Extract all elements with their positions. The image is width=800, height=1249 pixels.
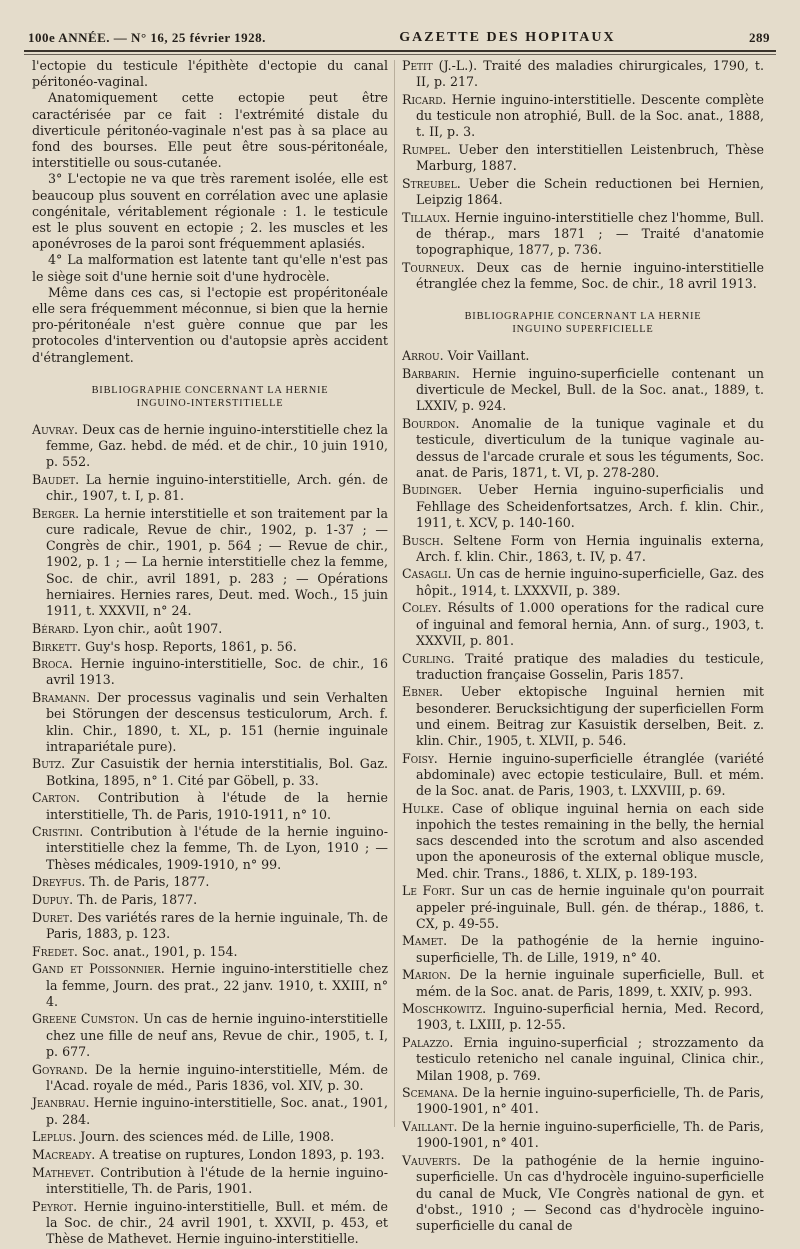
bibliography-entry [402, 801, 764, 882]
bibliography-entry [402, 416, 764, 481]
entry-author: Greene Cumston. [32, 1011, 139, 1027]
entry-author: Barbarin. [402, 366, 460, 382]
bibliography-entry [402, 348, 764, 364]
entry-author: Leplus. [32, 1129, 77, 1145]
page-number: 289 [749, 30, 770, 45]
entry-text: De la hernie inguino-interstitielle, Mém. de l'Acad. royale de méd., Paris 1836, vol. XIV, p. 30. [46, 1061, 388, 1093]
header-rule-thin [24, 54, 776, 55]
bibliography-entry [32, 944, 388, 960]
entry-author: Le Fort. [402, 883, 456, 899]
entry-author: Peyrot. [32, 1198, 78, 1214]
bibliography-entry [32, 824, 388, 873]
right-column [402, 58, 764, 1236]
entry-author: Dreyfus. [32, 874, 86, 890]
bibliography-entry [402, 933, 764, 965]
entry-author: Auvray. [32, 421, 79, 437]
entry-author: Ricard. [402, 91, 447, 107]
paragraph: Anatomiquement cette ectopie peut être caractérisée par ce fait : l'extrémité distale du diverticule péritonéo-vaginale n'est pas à sa place au fond des bourses. Elle peut être sous-péritonéale, interstitielle ou sous-cutanée. [32, 90, 388, 171]
bibliography-entry [402, 142, 764, 174]
entry-text: Sur un cas de hernie inguinale qu'on pourrait appeler pré-inguinale, Bull. gén. de thérap., 1886, t. CX, p. 49-55. [416, 883, 764, 931]
entry-text: Hernie inguino-interstitielle chez l'homme, Bull. de thérap., mars 1871 ; — Traité d'anatomie topographique, 1877, p. 736. [416, 209, 764, 258]
entry-text: Case of oblique inguinal hernia on each side inpohich the testes remaining in the belly, the hernial sacs descended into the scrotum and also ascended upon the aponeurosis of the external oblique muscle, Med. chir. Trans., 1886, t. XLIX, p. 189-193. [416, 800, 764, 881]
entry-text: Contribution à l'étude de la hernie inguino-interstitielle chez la femme, Th. de Lyon, 1910 ; — Thèses médicales, 1909-1910, n° 99. [46, 824, 388, 872]
section-title-line: BIBLIOGRAPHIE CONCERNANT LA HERNIE [464, 311, 702, 323]
entry-author: Cristini. [32, 824, 84, 840]
entry-text: Hernie inguino-interstitielle. Descente complète du testicule non atrophié, Bull. de la Soc. anat., 1888, t. II, p. 3. [416, 91, 764, 140]
bibliography-entry [402, 1001, 764, 1033]
bibliography-entry [32, 690, 388, 755]
entry-author: Rumpel. [402, 142, 451, 158]
entry-author: Casagli. [402, 566, 452, 582]
section-title-line: INGUINO-INTERSTITIELLE [136, 397, 284, 409]
header-rule [24, 50, 776, 52]
bibliography-entry [32, 656, 388, 688]
entry-author: Moschkowitz. [402, 1001, 487, 1017]
bibliography-entry [32, 1199, 388, 1248]
entry-author: Bérard. [32, 620, 80, 636]
bibliography-entry [402, 210, 764, 259]
entry-text: Inguino-superficial hernia, Med. Record, 1903, t. LXIII, p. 12-55. [416, 1001, 764, 1033]
bibliography-entry [32, 506, 388, 619]
entry-text: Contribution à l'étude de la hernie interstitielle, Th. de Paris, 1910-1911, n° 10. [46, 790, 388, 822]
entry-author: Birkett. [32, 638, 82, 654]
entry-text: Ueber die Schein reductionen bei Hernien, Leipzig 1864. [416, 175, 764, 208]
header-issue: 100e ANNÉE. — N° 16, 25 février 1928. [28, 30, 266, 45]
bibliography-list [32, 422, 388, 1247]
entry-text: Journ. des sciences méd. de Lille, 1908. [80, 1129, 335, 1145]
paragraph: 4° La malformation est latente tant qu'elle n'est pas le siège soit d'une hernie soit d'une hydrocèle. [32, 252, 388, 284]
entry-text: Ueber ektopische Inguinal hernien mit besonderer. Berucksichtigung der superficiellen Form und einem. Beitrag zur Kasuistik derselben, Beit. z. klin. Chir., 1905, t. XLVII, p. 546. [416, 684, 764, 749]
bibliography-entry [32, 621, 388, 637]
entry-author: Butz. [32, 756, 66, 772]
bibliography-entry [402, 92, 764, 141]
bibliography-entry [402, 684, 764, 749]
entry-text: Der processus vaginalis und sein Verhalten bei Störungen der descensus testiculorum, Arch. f. klin. Chir., 1890, t. XL, p. 151 (hernie inguinale intrapariétale pure). [46, 690, 388, 754]
entry-author: Bourdon. [402, 416, 460, 432]
entry-author: Petit (J.-L.). [402, 58, 478, 73]
paragraph: Même dans ces cas, si l'ectopie est propéritonéale elle sera fréquemment méconnue, si bien que la hernie pro-péritonéale n'est guère connue que par les protocoles d'intervention ou d'autopsie après accident d'étranglement. [32, 284, 388, 365]
entry-text: Seltene Form von Hernia inguinalis externa, Arch. f. klin. Chir., 1863, t. IV, p. 47. [416, 532, 764, 564]
entry-text: Hernie inguino-interstitielle, Soc. anat., 1901, p. 284. [46, 1095, 388, 1127]
entry-text: Zur Casuistik der hernia interstitialis, Bol. Gaz. Botkina, 1895, n° 1. Cité par Göbell, p. 33. [46, 756, 388, 788]
entry-author: Ebner. [402, 684, 444, 700]
column-divider [394, 60, 395, 1127]
bibliography-entry [32, 1147, 388, 1163]
entry-author: Baudet. [32, 471, 80, 487]
entry-author: Broca. [32, 656, 73, 672]
section-title [402, 310, 764, 336]
journal-title: GAZETTE DES HOPITAUX [399, 30, 616, 45]
entry-text: Deux cas de hernie inguino-interstitielle étranglée chez la femme, Soc. de chir., 18 avril 1913. [416, 259, 764, 292]
bibliography-entry [32, 892, 388, 908]
bibliography-entry [32, 639, 388, 655]
entry-author: Mathevet. [32, 1164, 95, 1180]
section-title-line: INGUINO SUPERFICIELLE [512, 324, 654, 336]
bibliography-entry [32, 1062, 388, 1094]
bibliography-entry [402, 533, 764, 565]
entry-author: Berger. [32, 505, 80, 521]
entry-text: Un cas de hernie inguino-superficielle, Gaz. des hôpit., 1914, t. LXXXVII, p. 389. [416, 566, 764, 598]
entry-author: Curling. [402, 650, 455, 666]
entry-author: Duret. [32, 909, 74, 925]
entry-text: Voir Vaillant. [447, 348, 530, 364]
bibliography-entry [402, 482, 764, 531]
bibliography-entry [32, 961, 388, 1010]
entry-text: Contribution à l'étude de la hernie inguino-interstitielle, Th. de Paris, 1901. [46, 1164, 388, 1196]
entry-text: Ueber den interstitiellen Leistenbruch, Thèse Marburg, 1887. [416, 142, 764, 174]
bibliography-entry [32, 756, 388, 788]
entry-text: Hernie inguino-interstitielle chez la femme, Journ. des prat., 22 janv. 1910, t. XXIII, n° 4. [46, 961, 388, 1009]
bibliography-list [402, 58, 764, 292]
bibliography-entry [32, 874, 388, 890]
entry-text: Lyon chir., août 1907. [83, 620, 223, 636]
entry-author: Busch. [402, 532, 444, 548]
entry-text: Th. de Paris, 1877. [89, 874, 210, 890]
entry-text: A treatise on ruptures, London 1893, p. 193. [99, 1147, 385, 1163]
bibliography-entry [402, 566, 764, 598]
entry-author: Foisy. [402, 750, 438, 766]
entry-text: De la hernie inguinale superficielle, Bull. et mém. de la Soc. anat. de Paris, 1899, t. XXIV, p. 993. [416, 967, 764, 999]
bibliography-entry [402, 651, 764, 683]
entry-text: De la pathogénie de la hernie inguino-superficielle, Th. de Lille, 1919, n° 40. [416, 933, 764, 965]
entry-author: Goyrand. [32, 1061, 88, 1077]
entry-author: Tourneux. [402, 259, 465, 275]
entry-text: Soc. anat., 1901, p. 154. [81, 943, 238, 959]
entry-author: Macready. [32, 1147, 96, 1163]
bibliography-entry [32, 1011, 388, 1060]
entry-author: Palazzo. [402, 1035, 454, 1051]
entry-author: Mamet. [402, 933, 448, 949]
left-column [32, 58, 388, 1249]
bibliography-entry [402, 1085, 764, 1117]
entry-text: Des variétés rares de la hernie inguinale, Th. de Paris, 1883, p. 123. [46, 909, 388, 941]
entry-text: Th. de Paris, 1877. [77, 892, 198, 908]
entry-author: Fredet. [32, 943, 78, 959]
entry-author: Vauverts. [402, 1153, 462, 1169]
bibliography-list [402, 348, 764, 1234]
entry-author: Budinger. [402, 482, 463, 498]
paragraph: 3° L'ectopie ne va que très rarement isolée, elle est beaucoup plus souvent en corrélation avec une aplasie congénitale, véritablement régionale : 1. le testicule est le plus souvent en ectopie ; 2. les muscles et les aponévroses de la paroi sont fréquemment aplasiés. [32, 171, 388, 252]
entry-author: Coley. [402, 600, 442, 616]
entry-text: Hernie inguino-interstitielle, Soc. de chir., 16 avril 1913. [46, 656, 388, 688]
section-title-line: BIBLIOGRAPHIE CONCERNANT LA HERNIE [91, 384, 329, 396]
entry-text: Hernie inguino-superficielle étranglée (variété abdominale) avec ectopie testiculaire, Bull. et mém. de la Soc. anat. de Paris, 1903, t. LXXVIII, p. 69. [416, 750, 764, 799]
bibliography-entry [32, 790, 388, 822]
bibliography-entry [402, 600, 764, 649]
entry-text: De la hernie inguino-superficielle, Th. de Paris, 1900-1901, n° 401. [416, 1119, 764, 1151]
bibliography-entry [402, 366, 764, 415]
entry-author: Scemana. [402, 1085, 459, 1101]
page-header [28, 12, 770, 46]
entry-text: La hernie inguino-interstitielle, Arch. gén. de chir., 1907, t. I, p. 81. [46, 471, 388, 504]
entry-author: Marion. [402, 967, 451, 983]
bibliography-entry [402, 751, 764, 800]
bibliography-entry [402, 1153, 764, 1234]
entry-author: Tillaux. [402, 209, 451, 225]
entry-text: Ernia inguino-superficial ; strozzamento da testiculo retenicho nel canale inguinal, Clinica chir., Milan 1908, p. 769. [416, 1035, 764, 1083]
bibliography-entry [402, 176, 764, 208]
entry-author: Carton. [32, 790, 81, 806]
entry-text: Guy's hosp. Reports, 1861, p. 56. [85, 638, 297, 654]
entry-text: Ueber Hernia inguino-superficialis und Fehllage des Scheidenfortsatzes, Arch. f. klin. Chir., 1911, t. XCV, p. 140-160. [416, 482, 764, 530]
bibliography-entry [402, 1035, 764, 1084]
entry-text: Hernie inguino-interstitielle, Bull. et mém. de la Soc. de chir., 24 avril 1901, t. XXVII, p. 453, et Thèse de Mathevet. Hernie inguino-interstitielle. [46, 1198, 388, 1247]
entry-text: Deux cas de hernie inguino-interstitielle chez la femme, Gaz. hebd. de méd. et de chir., 10 juin 1910, p. 552. [46, 421, 388, 470]
bibliography-entry [402, 967, 764, 999]
entry-text: Résults of 1.000 operations for the radical cure of inguinal and femoral hernia, Ann. of surg., 1903, t. XXXVII, p. 801. [416, 600, 764, 648]
entry-author: Bramann. [32, 690, 90, 706]
entry-text: De la pathogénie de la hernie inguino-superficielle. Un cas d'hydrocèle inguino-superficielle du canal de Muck, VIe Congrès national de gyn. et d'obst., 1910 ; — Second cas d'hydrocèle inguino-superficielle du canal de [416, 1153, 764, 1233]
entry-text: Anomalie de la tunique vaginale et du testicule, diverticulum de la tunique vaginale au-dessus de l'arcade crurale et sous les téguments, Soc. anat. de Paris, 1871, t. VI, p. 278-280. [416, 416, 764, 480]
bibliography-entry [32, 472, 388, 504]
entry-text: Hernie inguino-superficielle contenant un diverticule de Meckel, Bull. de la Soc. anat., 1889, t. LXXIV, p. 924. [416, 366, 764, 414]
entry-text: De la hernie inguino-superficielle, Th. de Paris, 1900-1901, n° 401. [416, 1085, 764, 1117]
bibliography-entry [402, 58, 764, 90]
bibliography-entry [32, 422, 388, 471]
entry-text: Traité des maladies chirurgicales, 1790, t. II, p. 217. [416, 58, 764, 90]
entry-author: Arrou. [402, 348, 444, 364]
entry-author: Gand et Poissonnier. [32, 961, 165, 977]
bibliography-entry [32, 910, 388, 942]
entry-text: La hernie interstitielle et son traitement par la cure radicale, Revue de chir., 1902, p. 1-37 ; — Congrès de chir., 1901, p. 564 ; — Revue de chir., 1902, p. 1 ; — La hernie interstitielle chez la femme, Soc. de chir., avril 1891, p. 283 ; — Opérations herniaires. Hernies rares, Deut. med. Woch., 15 juin 1911, t. XXXVII, n° 24. [46, 505, 388, 619]
bibliography-entry [402, 883, 764, 932]
entry-text: Traité pratique des maladies du testicule, traduction française Gosselin, Paris 1857. [416, 650, 764, 682]
bibliography-entry [32, 1129, 388, 1145]
paragraph: l'ectopie du testicule l'épithète d'ectopie du canal péritonéo-vaginal. [32, 58, 388, 90]
entry-text: Un cas de hernie inguino-interstitielle chez une fille de neuf ans, Revue de chir., 1905, t. I, p. 677. [46, 1011, 388, 1059]
entry-author: Vaillant. [402, 1119, 458, 1135]
bibliography-entry [32, 1165, 388, 1197]
entry-author: Jeanbrau. [32, 1095, 90, 1111]
entry-author: Hulke. [402, 800, 444, 816]
entry-author: Streubel. [402, 175, 461, 191]
bibliography-entry [32, 1095, 388, 1127]
section-title [32, 384, 388, 410]
entry-author: Dupuy. [32, 892, 74, 908]
bibliography-entry [402, 260, 764, 292]
